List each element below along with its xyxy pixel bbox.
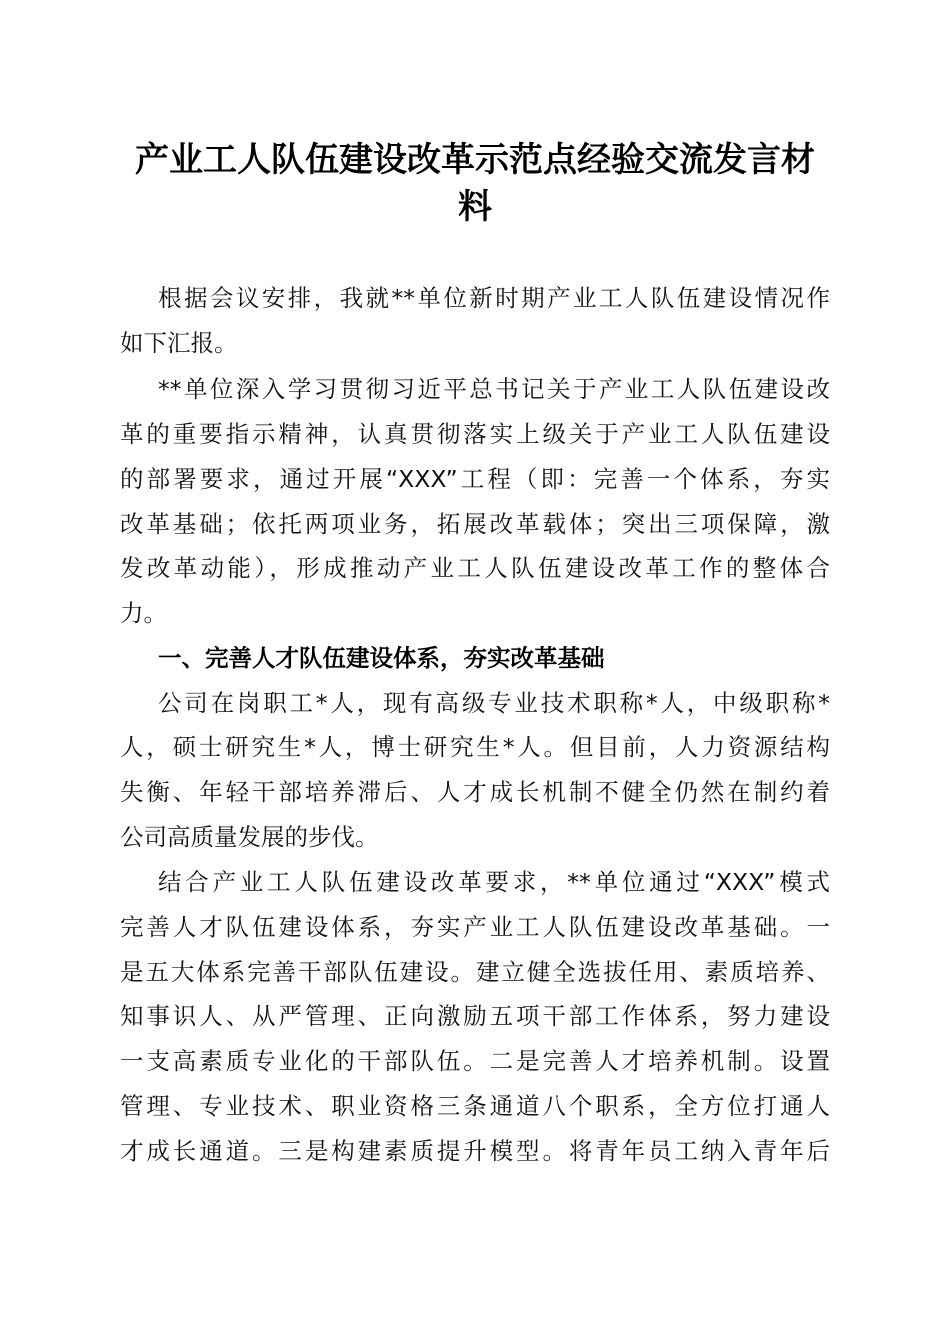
paragraph-3-line-3: 失衡、年轻干部培养滞后、人才成长机制不健全仍然在制约着 [120, 778, 830, 806]
paragraph-2-line-4: 改革基础；依托两项业务，拓展改革载体；突出三项保障，激 [120, 510, 830, 538]
paragraph-4-line-2: 完善人才队伍建设体系，夯实产业工人队伍建设改革基础。一 [120, 913, 830, 941]
paragraph-4-line-4: 知事识人、从严管理、正向激励五项干部工作体系，努力建设 [120, 1002, 830, 1030]
paragraph-2-line-3: 的部署要求，通过开展“XXX”工程（即：完善一个体系，夯实 [120, 465, 830, 493]
paragraph-4-line-5: 一支高素质专业化的干部队伍。二是完善人才培养机制。设置 [120, 1047, 830, 1075]
paragraph-2-line-2: 革的重要指示精神，认真贯彻落实上级关于产业工人队伍建设 [120, 420, 830, 448]
section-heading-1: 一、完善人才队伍建设体系，夯实改革基础 [158, 644, 605, 672]
paragraph-3-line-2: 人，硕士研究生*人，博士研究生*人。但目前，人力资源结构 [120, 733, 830, 761]
paragraph-2-line-6: 力。 [120, 599, 167, 627]
paragraph-2-line-5: 发改革动能），形成推动产业工人队伍建设改革工作的整体合 [120, 554, 830, 582]
paragraph-2-line-1: **单位深入学习贯彻习近平总书记关于产业工人队伍建设改 [158, 375, 830, 403]
paragraph-4-line-6: 管理、专业技术、职业资格三条通道八个职系，全方位打通人 [120, 1092, 830, 1120]
paragraph-1-line-1: 根据会议安排，我就**单位新时期产业工人队伍建设情况作 [158, 284, 830, 312]
paragraph-4-line-7: 才成长通道。三是构建素质提升模型。将青年员工纳入青年后 [120, 1137, 830, 1165]
paragraph-3-line-4: 公司高质量发展的步伐。 [120, 823, 379, 851]
paragraph-1-line-2: 如下汇报。 [120, 329, 238, 357]
paragraph-4-line-1: 结合产业工人队伍建设改革要求，**单位通过“XXX”模式 [158, 868, 830, 896]
document-title-line-2: 料 [458, 187, 492, 227]
document-title-line-1: 产业工人队伍建设改革示范点经验交流发言材 [135, 140, 815, 180]
paragraph-4-line-3: 是五大体系完善干部队伍建设。建立健全选拔任用、素质培养、 [120, 958, 830, 986]
paragraph-3-line-1: 公司在岗职工*人，现有高级专业技术职称*人，中级职称* [158, 689, 830, 717]
